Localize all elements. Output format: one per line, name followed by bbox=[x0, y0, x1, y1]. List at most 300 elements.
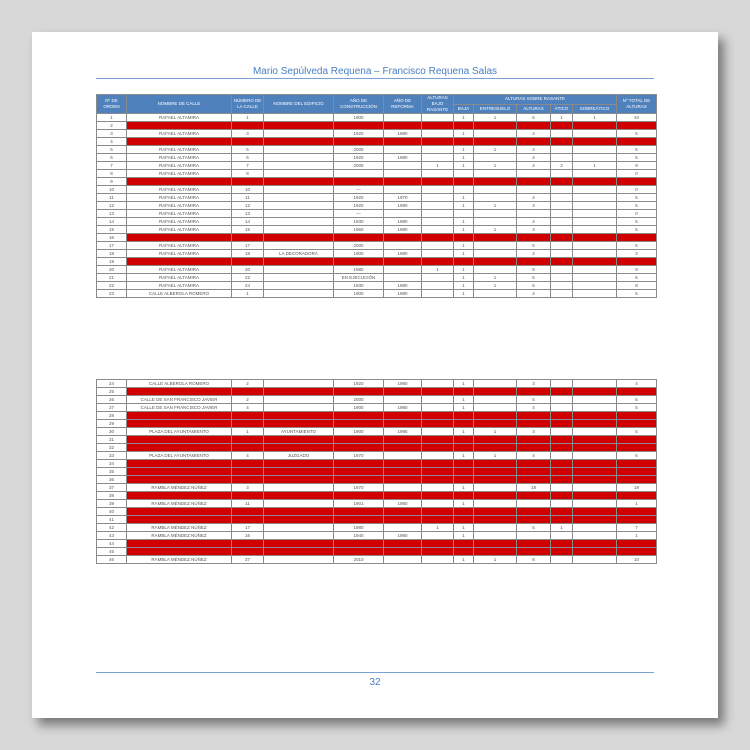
buildings-table-part-1 bbox=[96, 94, 657, 298]
table-cell bbox=[573, 234, 617, 242]
table-cell bbox=[474, 218, 517, 226]
table-cell bbox=[573, 226, 617, 234]
table-cell: 25 bbox=[97, 388, 127, 396]
table-cell: 6 bbox=[617, 146, 657, 154]
table-cell bbox=[264, 524, 334, 532]
table-cell bbox=[127, 460, 232, 468]
table-cell bbox=[474, 170, 517, 178]
table-cell bbox=[264, 460, 334, 468]
table-cell: 6 bbox=[617, 452, 657, 460]
table-cell: RAFAEL ALTAMIRA bbox=[127, 250, 232, 258]
table-row bbox=[97, 226, 657, 234]
table-cell bbox=[517, 122, 551, 130]
table-cell bbox=[617, 460, 657, 468]
table-cell bbox=[551, 436, 573, 444]
table-cell bbox=[454, 186, 474, 194]
footer-rule bbox=[96, 672, 654, 673]
table-cell bbox=[264, 290, 334, 298]
table-cell bbox=[551, 444, 573, 452]
table-cell bbox=[264, 540, 334, 548]
table-cell bbox=[573, 516, 617, 524]
table-cell: 1900 bbox=[334, 404, 384, 412]
table-cell bbox=[232, 492, 264, 500]
table-cell: 1920 bbox=[334, 154, 384, 162]
table-cell: 1 bbox=[454, 380, 474, 388]
table-cell bbox=[517, 388, 551, 396]
table-cell: 37 bbox=[232, 556, 264, 564]
table-cell: 4 bbox=[232, 452, 264, 460]
table-cell bbox=[617, 436, 657, 444]
table-cell bbox=[127, 122, 232, 130]
table-cell: 10 bbox=[232, 186, 264, 194]
table-cell: 1980 bbox=[384, 218, 422, 226]
table-cell: 0 bbox=[617, 170, 657, 178]
table-cell: PLAZA DEL AYUNTAMIENTO bbox=[127, 452, 232, 460]
table-row bbox=[97, 282, 657, 290]
table-cell: 4 bbox=[517, 146, 551, 154]
table-row bbox=[97, 428, 657, 436]
table-cell: 15 bbox=[232, 226, 264, 234]
table-row bbox=[97, 266, 657, 274]
table-cell: PLAZA DEL AYUNTAMIENTO bbox=[127, 428, 232, 436]
table-row bbox=[97, 202, 657, 210]
page-number: 32 bbox=[369, 677, 381, 688]
table-cell bbox=[422, 460, 454, 468]
table-row bbox=[97, 274, 657, 282]
table-cell bbox=[422, 492, 454, 500]
table-cell bbox=[517, 540, 551, 548]
table-cell: 1 bbox=[454, 218, 474, 226]
table-cell bbox=[551, 186, 573, 194]
table-cell bbox=[617, 138, 657, 146]
table-cell bbox=[334, 122, 384, 130]
table-cell: RAFAEL ALTAMIRA bbox=[127, 186, 232, 194]
table-cell: 44 bbox=[97, 540, 127, 548]
table-cell bbox=[127, 138, 232, 146]
table-cell bbox=[573, 500, 617, 508]
table-cell: 1900 bbox=[334, 250, 384, 258]
table-cell bbox=[551, 412, 573, 420]
table-cell bbox=[422, 540, 454, 548]
table-cell: 37 bbox=[97, 484, 127, 492]
header-numero: NÚMERO DE LA CALLE bbox=[232, 95, 264, 114]
table-cell: 1901 bbox=[334, 500, 384, 508]
document-page bbox=[32, 32, 718, 718]
table-cell bbox=[573, 412, 617, 420]
table-cell bbox=[232, 138, 264, 146]
table-cell bbox=[264, 532, 334, 540]
table-cell bbox=[551, 548, 573, 556]
header-total: Nº TOTAL DE ALTURAS bbox=[617, 95, 657, 114]
table-cell bbox=[551, 266, 573, 274]
table-cell bbox=[384, 548, 422, 556]
table-cell: 5 bbox=[617, 428, 657, 436]
table-cell: 1 bbox=[454, 154, 474, 162]
table-cell: 22 bbox=[97, 282, 127, 290]
table-cell bbox=[617, 122, 657, 130]
table-row bbox=[97, 492, 657, 500]
table-cell: 4 bbox=[517, 404, 551, 412]
table-cell bbox=[474, 492, 517, 500]
table-cell bbox=[384, 170, 422, 178]
table-cell: 17 bbox=[232, 242, 264, 250]
table-cell bbox=[334, 460, 384, 468]
table-cell: 11 bbox=[97, 194, 127, 202]
table-cell: RAFAEL ALTAMIRA bbox=[127, 130, 232, 138]
table-cell bbox=[617, 508, 657, 516]
table-cell: 1920 bbox=[334, 130, 384, 138]
table-cell bbox=[551, 274, 573, 282]
table-cell bbox=[474, 234, 517, 242]
table-cell: 1 bbox=[551, 524, 573, 532]
table-cell bbox=[474, 388, 517, 396]
table-cell: 1920 bbox=[334, 202, 384, 210]
table-cell bbox=[573, 388, 617, 396]
table-cell bbox=[384, 476, 422, 484]
table-cell bbox=[264, 154, 334, 162]
table-cell bbox=[551, 404, 573, 412]
table-cell bbox=[551, 468, 573, 476]
table-cell: 34 bbox=[97, 460, 127, 468]
table-cell bbox=[127, 540, 232, 548]
table-row bbox=[97, 234, 657, 242]
table-row bbox=[97, 170, 657, 178]
table-cell bbox=[551, 396, 573, 404]
table-cell bbox=[617, 234, 657, 242]
table-cell bbox=[422, 508, 454, 516]
table-cell: 8 bbox=[617, 282, 657, 290]
table-cell: 1970 bbox=[384, 194, 422, 202]
table-cell bbox=[551, 500, 573, 508]
table-cell bbox=[551, 258, 573, 266]
table-cell bbox=[551, 540, 573, 548]
table-cell: 1 bbox=[454, 226, 474, 234]
table-cell: 1980 bbox=[384, 532, 422, 540]
table-cell bbox=[454, 210, 474, 218]
table-cell: 8 bbox=[232, 170, 264, 178]
table-cell bbox=[422, 436, 454, 444]
table-cell: 2 bbox=[551, 162, 573, 170]
header-rule bbox=[96, 78, 654, 79]
table-cell: 1 bbox=[454, 396, 474, 404]
table-cell bbox=[384, 524, 422, 532]
table-cell: 3 bbox=[517, 428, 551, 436]
table-cell: 17 bbox=[232, 524, 264, 532]
table-cell: 45 bbox=[97, 548, 127, 556]
table-cell bbox=[422, 484, 454, 492]
table-row bbox=[97, 122, 657, 130]
table-cell bbox=[454, 234, 474, 242]
table-cell bbox=[384, 540, 422, 548]
table-cell: 13 bbox=[97, 210, 127, 218]
table-cell bbox=[264, 500, 334, 508]
table-cell: 1980 bbox=[384, 380, 422, 388]
table-cell: 7 bbox=[97, 162, 127, 170]
table-cell: 1940 bbox=[334, 532, 384, 540]
table-cell bbox=[264, 388, 334, 396]
table-cell bbox=[573, 290, 617, 298]
table-cell bbox=[334, 258, 384, 266]
table-cell bbox=[264, 130, 334, 138]
table-cell: 2005 bbox=[334, 146, 384, 154]
table-cell: 28 bbox=[97, 412, 127, 420]
table-cell bbox=[264, 162, 334, 170]
table-cell bbox=[573, 444, 617, 452]
table-cell bbox=[454, 138, 474, 146]
table-cell bbox=[454, 492, 474, 500]
table-cell: 1 bbox=[573, 162, 617, 170]
table-cell bbox=[334, 412, 384, 420]
table-cell: 1 bbox=[551, 114, 573, 122]
table-cell: 4 bbox=[517, 130, 551, 138]
table-cell bbox=[232, 468, 264, 476]
table-cell bbox=[454, 412, 474, 420]
table-cell bbox=[474, 500, 517, 508]
table-cell: 36 bbox=[97, 476, 127, 484]
table-cell bbox=[422, 532, 454, 540]
table-cell: 1980 bbox=[384, 500, 422, 508]
table-cell bbox=[422, 274, 454, 282]
table-cell: 5 bbox=[517, 396, 551, 404]
table-cell bbox=[232, 444, 264, 452]
table-cell bbox=[264, 242, 334, 250]
table-cell bbox=[551, 476, 573, 484]
table-cell bbox=[551, 516, 573, 524]
table-cell bbox=[422, 516, 454, 524]
table-cell: 42 bbox=[97, 524, 127, 532]
table-cell: 1 bbox=[474, 162, 517, 170]
table-cell bbox=[384, 452, 422, 460]
table-cell bbox=[474, 138, 517, 146]
table-cell: 6 bbox=[517, 282, 551, 290]
table-cell: 4 bbox=[517, 162, 551, 170]
table-cell bbox=[264, 114, 334, 122]
table-cell: 24 bbox=[97, 380, 127, 388]
table-cell: 33 bbox=[97, 452, 127, 460]
table-cell bbox=[334, 138, 384, 146]
table-cell bbox=[474, 258, 517, 266]
table-cell: 1980 bbox=[384, 290, 422, 298]
table-cell: 20 bbox=[97, 266, 127, 274]
table-cell bbox=[264, 412, 334, 420]
table-cell bbox=[573, 242, 617, 250]
table-cell bbox=[422, 130, 454, 138]
table-cell: 1 bbox=[454, 114, 474, 122]
table-cell: 40 bbox=[97, 508, 127, 516]
table-cell bbox=[264, 170, 334, 178]
table-cell bbox=[232, 548, 264, 556]
table-cell bbox=[127, 420, 232, 428]
table-row bbox=[97, 460, 657, 468]
table-cell: 6 bbox=[97, 154, 127, 162]
table-cell bbox=[551, 532, 573, 540]
table-cell: 1 bbox=[617, 532, 657, 540]
table-row bbox=[97, 452, 657, 460]
table-cell: 23 bbox=[97, 290, 127, 298]
table-cell: 3 bbox=[232, 484, 264, 492]
table-cell bbox=[334, 444, 384, 452]
table-cell bbox=[232, 476, 264, 484]
table-cell bbox=[264, 420, 334, 428]
table-cell: 0 bbox=[617, 186, 657, 194]
table-cell: 5 bbox=[617, 290, 657, 298]
table-cell bbox=[384, 138, 422, 146]
table-cell: 3 bbox=[517, 226, 551, 234]
table-cell: 1 bbox=[617, 500, 657, 508]
table-cell: RAFAEL ALTAMIRA bbox=[127, 226, 232, 234]
table-cell bbox=[617, 548, 657, 556]
table-cell bbox=[474, 468, 517, 476]
table-cell bbox=[264, 492, 334, 500]
table-cell bbox=[573, 380, 617, 388]
table-cell bbox=[384, 114, 422, 122]
table-cell bbox=[474, 130, 517, 138]
table-cell bbox=[264, 556, 334, 564]
table-cell: 1 bbox=[573, 114, 617, 122]
table-cell: RAFAEL ALTAMIRA bbox=[127, 218, 232, 226]
table-row bbox=[97, 114, 657, 122]
table-cell: 9 bbox=[97, 178, 127, 186]
table-cell bbox=[334, 476, 384, 484]
table-cell bbox=[573, 186, 617, 194]
table-cell: 1 bbox=[454, 130, 474, 138]
table-cell bbox=[422, 242, 454, 250]
table-cell: AYUNTAMIENTO bbox=[264, 428, 334, 436]
table-cell bbox=[264, 516, 334, 524]
table-cell: 2 bbox=[232, 396, 264, 404]
table-cell bbox=[454, 170, 474, 178]
table-cell: 1960 bbox=[334, 226, 384, 234]
table-cell bbox=[551, 234, 573, 242]
table-cell bbox=[551, 170, 573, 178]
table-cell: CALLE ALBEROLA ROMERO bbox=[127, 380, 232, 388]
table-cell: 4 bbox=[517, 290, 551, 298]
table-cell: 1 bbox=[454, 524, 474, 532]
table-cell bbox=[264, 282, 334, 290]
table-cell: 5 bbox=[617, 404, 657, 412]
table-cell: JUZGADO bbox=[264, 452, 334, 460]
table-cell: 1 bbox=[232, 290, 264, 298]
table-cell: 26 bbox=[97, 396, 127, 404]
table-cell bbox=[384, 388, 422, 396]
table-cell bbox=[384, 178, 422, 186]
table-cell: 1 bbox=[454, 404, 474, 412]
table-cell bbox=[551, 218, 573, 226]
table-cell: 6 bbox=[617, 274, 657, 282]
table-cell: CALLE ALBEROLA ROMERO bbox=[127, 290, 232, 298]
table-cell bbox=[334, 516, 384, 524]
table-cell: 1 bbox=[474, 146, 517, 154]
table-cell: 1 bbox=[454, 242, 474, 250]
table-cell: 15 bbox=[97, 226, 127, 234]
table-cell bbox=[422, 388, 454, 396]
table-cell bbox=[573, 548, 617, 556]
table-cell bbox=[264, 210, 334, 218]
table-cell bbox=[517, 508, 551, 516]
table-cell bbox=[551, 122, 573, 130]
table-cell bbox=[573, 556, 617, 564]
table-cell bbox=[384, 122, 422, 130]
table-cell: 6 bbox=[617, 396, 657, 404]
table-row bbox=[97, 508, 657, 516]
table-cell bbox=[264, 274, 334, 282]
table-cell: 18 bbox=[97, 250, 127, 258]
table-cell bbox=[384, 242, 422, 250]
table-cell bbox=[334, 540, 384, 548]
table-cell: 5 bbox=[517, 274, 551, 282]
table-cell: RAMBLA MÉNDEZ NÚÑEZ bbox=[127, 556, 232, 564]
table-cell bbox=[422, 154, 454, 162]
header-edificio: NOMBRE DEL EDIFICIO bbox=[264, 95, 334, 114]
table-cell bbox=[517, 436, 551, 444]
table-cell bbox=[334, 492, 384, 500]
table-cell: RAFAEL ALTAMIRA bbox=[127, 210, 232, 218]
table-cell bbox=[573, 274, 617, 282]
table-cell: 29 bbox=[97, 420, 127, 428]
table-row bbox=[97, 420, 657, 428]
table-cell bbox=[573, 202, 617, 210]
table-cell bbox=[384, 396, 422, 404]
table-cell bbox=[422, 412, 454, 420]
table-cell bbox=[422, 194, 454, 202]
buildings-table-part-2 bbox=[96, 379, 657, 564]
table-cell: 4 bbox=[97, 138, 127, 146]
table-cell: 5 bbox=[517, 242, 551, 250]
table-cell: RAFAEL ALTAMIRA bbox=[127, 194, 232, 202]
table-cell: 1 bbox=[474, 282, 517, 290]
table-row bbox=[97, 540, 657, 548]
table-cell: 9 bbox=[617, 266, 657, 274]
table-cell bbox=[474, 154, 517, 162]
table-cell bbox=[573, 460, 617, 468]
table-cell bbox=[334, 388, 384, 396]
table-cell bbox=[422, 146, 454, 154]
table-cell bbox=[454, 476, 474, 484]
table-cell bbox=[617, 540, 657, 548]
table-cell: RAFAEL ALTAMIRA bbox=[127, 154, 232, 162]
table-cell bbox=[454, 258, 474, 266]
header-atico: ÁTICO bbox=[551, 104, 573, 114]
table-cell bbox=[517, 460, 551, 468]
table-cell bbox=[474, 508, 517, 516]
table-cell bbox=[422, 548, 454, 556]
table-cell bbox=[334, 548, 384, 556]
table-cell: 10 bbox=[97, 186, 127, 194]
table-cell: 18 bbox=[517, 484, 551, 492]
table-cell: 5 bbox=[617, 218, 657, 226]
table-cell bbox=[232, 508, 264, 516]
table-cell: 5 bbox=[617, 130, 657, 138]
table-cell: 2 bbox=[517, 250, 551, 258]
table-cell bbox=[551, 460, 573, 468]
table-cell bbox=[517, 492, 551, 500]
table-cell bbox=[551, 380, 573, 388]
table-row bbox=[97, 130, 657, 138]
table-cell: 12 bbox=[232, 202, 264, 210]
table-cell bbox=[422, 170, 454, 178]
table-cell bbox=[422, 444, 454, 452]
table-cell: EN EJECUCIÓN bbox=[334, 274, 384, 282]
table-cell bbox=[264, 234, 334, 242]
table-cell bbox=[517, 516, 551, 524]
table-cell: 1920 bbox=[334, 380, 384, 388]
table-cell bbox=[127, 444, 232, 452]
table-cell bbox=[384, 258, 422, 266]
table-cell bbox=[617, 388, 657, 396]
table-cell bbox=[127, 468, 232, 476]
table-cell: 1930 bbox=[334, 218, 384, 226]
table-cell bbox=[551, 130, 573, 138]
